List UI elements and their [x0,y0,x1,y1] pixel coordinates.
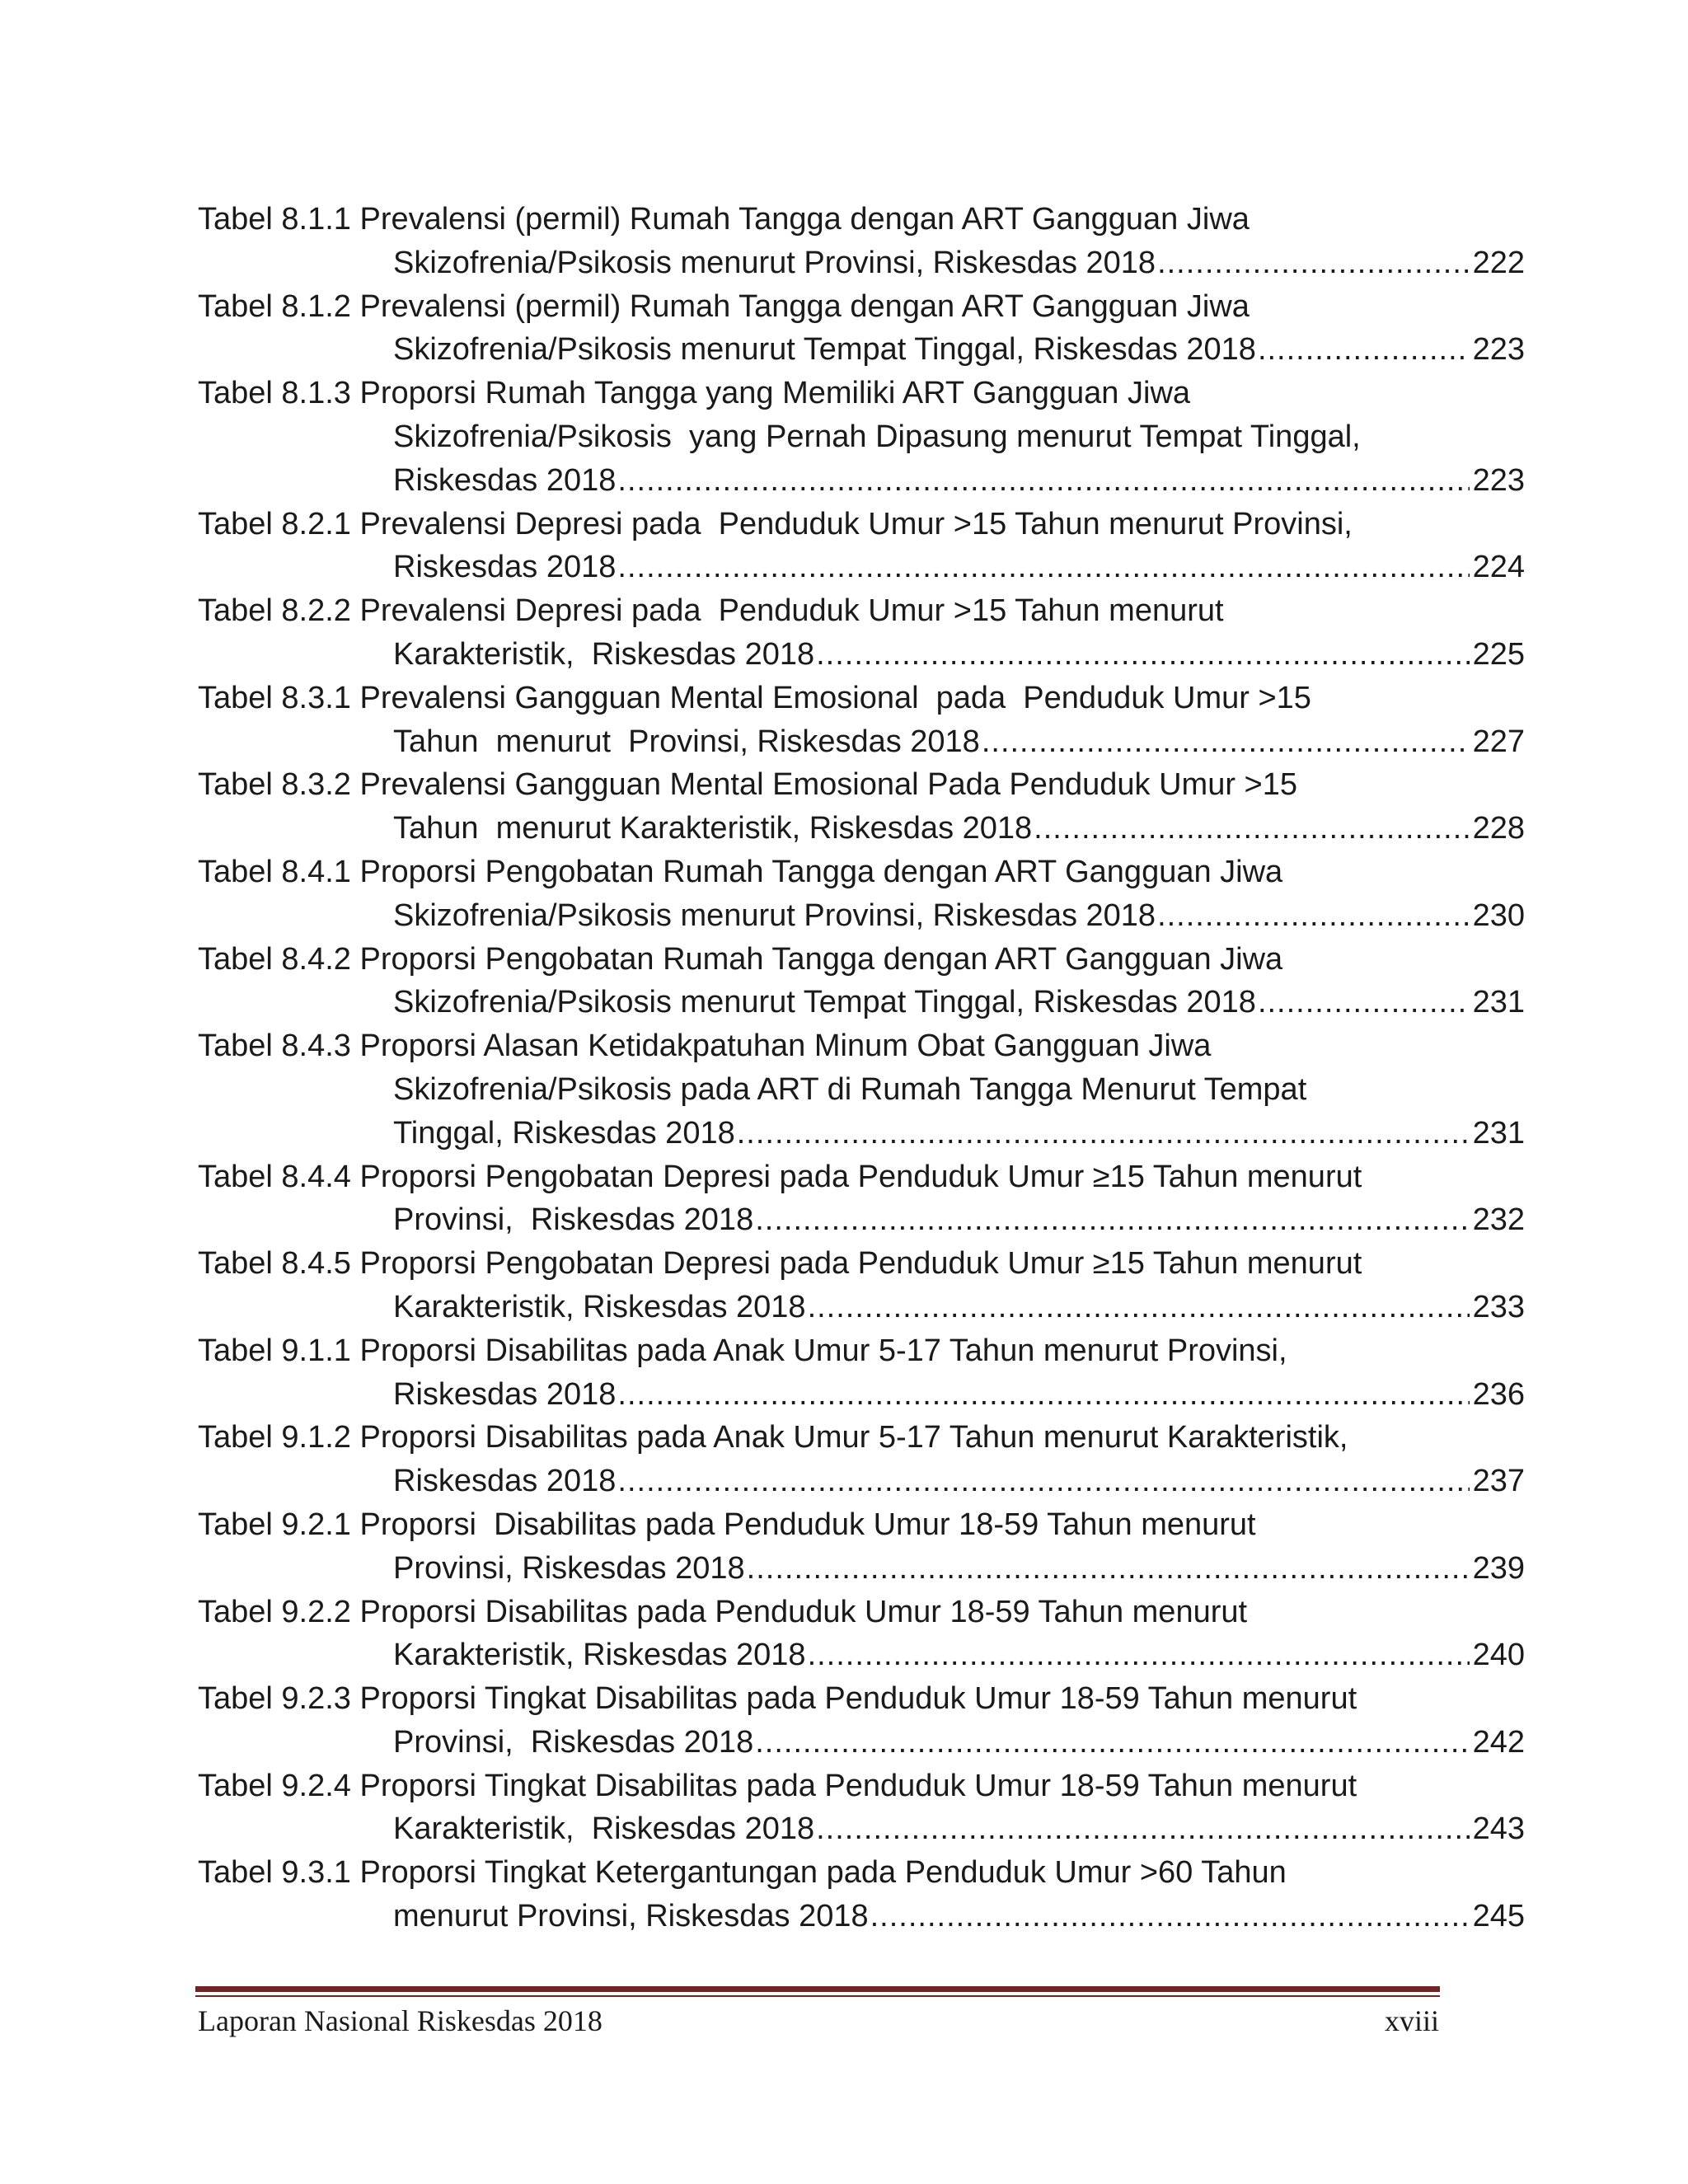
toc-entry-text: Karakteristik, Riskesdas 2018 [393,636,815,672]
toc-entry-continuation-line [198,1112,1525,1155]
toc-entry[interactable] [198,1765,1525,1852]
toc-entry-text: Tabel 9.2.4 Proporsi Tingkat Disabilitas pada Penduduk Umur 18-59 Tahun menurut [198,1768,1357,1803]
toc-page-number: 232 [1472,1202,1525,1238]
toc-entry-title-line [198,1851,1525,1895]
toc-page-number: 245 [1472,1899,1525,1934]
toc-entry-text: Skizofrenia/Psikosis menurut Tempat Tinggal, Riskesdas 2018 [393,332,1256,368]
toc-entry-title-line [198,503,1525,546]
toc-entry-text: Tabel 9.2.2 Proporsi Disabilitas pada Penduduk Umur 18-59 Tahun menurut [198,1594,1248,1629]
toc-entry[interactable] [198,851,1525,938]
dot-leader [1157,894,1470,938]
toc-entry[interactable] [198,1242,1525,1329]
footer-rule-thin [195,1995,1440,1997]
dot-leader [816,633,1469,677]
toc-page-number: 222 [1472,245,1525,280]
toc-entry[interactable] [198,677,1525,764]
toc-entry-text: Provinsi, Riskesdas 2018 [393,1724,754,1760]
toc-entry[interactable] [198,1851,1525,1938]
toc-page-number: 236 [1472,1376,1525,1412]
toc-entry-text: Tabel 8.4.5 Proporsi Pengobatan Depresi pada Penduduk Umur ≥15 Tahun menurut [198,1246,1362,1282]
toc-entry-title-line [198,1677,1525,1721]
toc-entry-text: Tahun menurut Karakteristik, Riskesdas 2018 [393,811,1033,846]
toc-entry-text: Tabel 8.4.1 Proporsi Pengobatan Rumah Tangga dengan ART Gangguan Jiwa [198,854,1283,889]
footer-title: Laporan Nasional Riskesdas 2018 [198,2004,603,2037]
toc-entry-text: Skizofrenia/Psikosis menurut Provinsi, Riskesdas 2018 [393,245,1156,280]
toc-entry-text: Tabel 9.2.1 Proporsi Disabilitas pada Penduduk Umur 18-59 Tahun menurut [198,1507,1256,1542]
toc-entry-continuation-line [198,981,1525,1024]
toc-entry-title-line [198,285,1525,329]
toc-entry[interactable] [198,763,1525,851]
toc-entry-title-line [198,1503,1525,1547]
toc-entry-text: Tabel 8.2.1 Prevalensi Depresi pada Penduduk Umur >15 Tahun menurut Provinsi, [198,506,1353,541]
dot-leader [1034,807,1469,851]
toc-entry-text: Tabel 8.4.3 Proporsi Alasan Ketidakpatuhan Minum Obat Gangguan Jiwa [198,1029,1212,1064]
dot-leader [982,720,1470,764]
table-of-contents [198,198,1525,1938]
toc-entry-text: Skizofrenia/Psikosis menurut Provinsi, Riskesdas 2018 [393,898,1156,933]
dot-leader [617,1460,1469,1503]
toc-entry-title-line [198,938,1525,982]
toc-page-number: 237 [1472,1464,1525,1499]
toc-page-number: 223 [1472,462,1525,498]
toc-page-number: 240 [1472,1638,1525,1673]
toc-entry-continuation-line [198,633,1525,677]
dot-leader [617,546,1469,589]
toc-entry[interactable] [198,198,1525,285]
toc-entry-continuation-line [198,328,1525,372]
dot-leader [816,1807,1469,1851]
toc-entry-text: Karakteristik, Riskesdas 2018 [393,1811,815,1847]
dot-leader [808,1286,1470,1329]
toc-entry-text: Tabel 8.1.3 Proporsi Rumah Tangga yang Memiliki ART Gangguan Jiwa [198,376,1191,411]
toc-entry-title-line [198,1765,1525,1808]
dot-leader [747,1547,1470,1591]
toc-entry-continuation-line [198,1460,1525,1503]
toc-entry[interactable] [198,1591,1525,1678]
toc-page-number: 243 [1472,1811,1525,1847]
toc-entry[interactable] [198,1503,1525,1591]
dot-leader [617,1373,1469,1417]
toc-page-number: 227 [1472,724,1525,759]
toc-entry-text: Tabel 8.3.2 Prevalensi Gangguan Mental Emosional Pada Penduduk Umur >15 [198,767,1298,803]
dot-leader [755,1198,1469,1242]
toc-entry-title-line [198,372,1525,415]
toc-entry-text: Tabel 8.3.1 Prevalensi Gangguan Mental Emosional pada Penduduk Umur >15 [198,680,1311,715]
toc-entry-continuation-line [198,415,1525,459]
toc-entry-continuation-line [198,1286,1525,1329]
toc-entry-text: Skizofrenia/Psikosis pada ART di Rumah Tangga Menurut Tempat [393,1071,1307,1107]
toc-entry-title-line [198,1024,1525,1068]
toc-entry-text: Tabel 9.3.1 Proporsi Tingkat Ketergantungan pada Penduduk Umur >60 Tahun [198,1855,1287,1891]
toc-entry-text: Tabel 8.2.2 Prevalensi Depresi pada Penduduk Umur >15 Tahun menurut [198,593,1224,629]
toc-entry-continuation-line [198,459,1525,503]
toc-entry-text: Provinsi, Riskesdas 2018 [393,1550,745,1586]
toc-entry-continuation-line [198,1721,1525,1765]
toc-entry[interactable] [198,503,1525,590]
toc-entry-text: Riskesdas 2018 [393,550,617,585]
dot-leader [1258,328,1470,372]
toc-entry-title-line [198,677,1525,720]
toc-entry-title-line [198,198,1525,241]
toc-entry-continuation-line [198,1198,1525,1242]
toc-entry-text: Tabel 8.4.2 Proporsi Pengobatan Rumah Tangga dengan ART Gangguan Jiwa [198,941,1283,977]
toc-entry-text: Skizofrenia/Psikosis menurut Tempat Tinggal, Riskesdas 2018 [393,985,1256,1020]
toc-entry[interactable] [198,1416,1525,1503]
toc-entry-text: Riskesdas 2018 [393,1464,617,1499]
toc-entry-continuation-line [198,807,1525,851]
toc-page-number: 233 [1472,1289,1525,1324]
toc-entry-text: Tabel 9.1.2 Proporsi Disabilitas pada Anak Umur 5-17 Tahun menurut Karakteristik, [198,1420,1348,1455]
toc-entry[interactable] [198,372,1525,502]
toc-entry-text: Skizofrenia/Psikosis yang Pernah Dipasung menurut Tempat Tinggal, [393,419,1361,454]
toc-entry-continuation-line [198,241,1525,285]
toc-entry-continuation-line [198,1807,1525,1851]
toc-entry[interactable] [198,938,1525,1025]
toc-page-number: 230 [1472,898,1525,933]
toc-entry-title-line [198,1242,1525,1286]
toc-entry-continuation-line [198,546,1525,589]
toc-entry-text: Tabel 9.2.3 Proporsi Tingkat Disabilitas pada Penduduk Umur 18-59 Tahun menurut [198,1681,1357,1717]
toc-page-number: 239 [1472,1550,1525,1586]
toc-page-number: 228 [1472,811,1525,846]
toc-entry-continuation-line [198,894,1525,938]
toc-page-number: 242 [1472,1724,1525,1760]
toc-entry-title-line [198,589,1525,633]
toc-entry-text: Karakteristik, Riskesdas 2018 [393,1289,806,1324]
toc-entry[interactable] [198,285,1525,373]
toc-entry-text: Karakteristik, Riskesdas 2018 [393,1638,806,1673]
dot-leader [1157,241,1470,285]
toc-entry-text: Tabel 8.4.4 Proporsi Pengobatan Depresi pada Penduduk Umur ≥15 Tahun menurut [198,1159,1362,1194]
toc-entry-text: Tahun menurut Provinsi, Riskesdas 2018 [393,724,980,759]
footer-page-number: xviii [1384,2004,1439,2037]
toc-entry-text: Tinggal, Riskesdas 2018 [393,1115,735,1151]
dot-leader [808,1633,1470,1677]
toc-entry-text: Riskesdas 2018 [393,462,617,498]
toc-page-number: 231 [1472,985,1525,1020]
toc-entry-continuation-line [198,1547,1525,1591]
dot-leader [617,459,1469,503]
toc-entry-text: Tabel 9.1.1 Proporsi Disabilitas pada Anak Umur 5-17 Tahun menurut Provinsi, [198,1333,1287,1368]
toc-entry-title-line [198,763,1525,807]
toc-entry-continuation-line [198,1373,1525,1417]
toc-entry[interactable] [198,1329,1525,1417]
toc-entry[interactable] [198,589,1525,677]
toc-entry-continuation-line [198,1895,1525,1938]
toc-page-number: 231 [1472,1115,1525,1151]
toc-page-number: 225 [1472,636,1525,672]
toc-entry-continuation-line [198,1068,1525,1112]
toc-entry-title-line [198,851,1525,894]
dot-leader [755,1721,1469,1765]
toc-entry-continuation-line [198,720,1525,764]
toc-entry-text: Provinsi, Riskesdas 2018 [393,1202,754,1238]
toc-entry[interactable] [198,1677,1525,1765]
toc-page-number: 223 [1472,332,1525,368]
toc-entry[interactable] [198,1024,1525,1155]
dot-leader [737,1112,1470,1155]
toc-entry[interactable] [198,1155,1525,1243]
toc-page-number: 224 [1472,550,1525,585]
footer-rule [195,1986,1440,1992]
dot-leader [1258,981,1470,1024]
toc-entry-title-line [198,1591,1525,1634]
toc-entry-text: Tabel 8.1.1 Prevalensi (permil) Rumah Tangga dengan ART Gangguan Jiwa [198,202,1250,237]
toc-entry-title-line [198,1416,1525,1460]
toc-entry-title-line [198,1155,1525,1199]
toc-entry-continuation-line [198,1633,1525,1677]
toc-entry-title-line [198,1329,1525,1373]
toc-entry-text: Tabel 8.1.2 Prevalensi (permil) Rumah Tangga dengan ART Gangguan Jiwa [198,288,1250,324]
toc-entry-text: Riskesdas 2018 [393,1376,617,1412]
toc-entry-text: menurut Provinsi, Riskesdas 2018 [393,1899,869,1934]
dot-leader [870,1895,1470,1938]
